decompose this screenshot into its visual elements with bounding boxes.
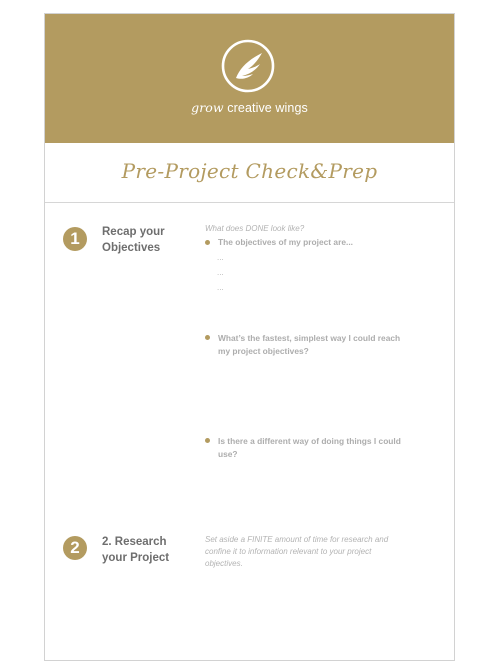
question-2 bbox=[218, 332, 400, 357]
worksheet-page bbox=[44, 13, 455, 661]
section-1-heading-line2: Objectives bbox=[102, 242, 161, 254]
bullet-icon bbox=[205, 438, 210, 443]
section-2-hint bbox=[205, 534, 388, 570]
section-1-heading-line1: Recap your bbox=[102, 226, 165, 238]
answer-placeholder-list bbox=[217, 250, 224, 295]
bullet-icon bbox=[205, 240, 210, 245]
section-2-heading-line2: your Project bbox=[102, 552, 170, 564]
section-2-hint-line1: Set aside a FINITE amount of time for research and bbox=[205, 535, 389, 544]
section-2-hint-line2: confine it to information relevant to your project bbox=[205, 547, 372, 556]
question-3-line1: Is there a different way of doing things I could bbox=[218, 436, 401, 446]
section-number-badge-1: 1 bbox=[63, 227, 87, 251]
tagline bbox=[45, 100, 454, 115]
section-1-hint: What does DONE look like? bbox=[205, 224, 305, 233]
section-2-heading bbox=[102, 534, 169, 566]
answer-placeholder: ... bbox=[217, 283, 224, 292]
wing-logo-icon bbox=[220, 38, 276, 94]
section-2-heading-line1: 2. Research bbox=[102, 536, 167, 548]
bullet-icon bbox=[205, 335, 210, 340]
section-number-badge-2: 2 bbox=[63, 536, 87, 560]
question-2-line2: my project objectives? bbox=[218, 345, 309, 356]
tagline-first-word: grow bbox=[191, 100, 224, 115]
tagline-rest: creative wings bbox=[223, 101, 308, 115]
answer-placeholder: ... bbox=[217, 268, 224, 277]
question-2-line1: What’s the fastest, simplest way I could reach bbox=[218, 333, 401, 343]
question-3 bbox=[218, 435, 401, 460]
question-3-line2: use? bbox=[218, 448, 238, 459]
title-area bbox=[45, 143, 454, 203]
answer-placeholder: ... bbox=[217, 253, 224, 262]
question-1 bbox=[218, 236, 353, 249]
header-banner bbox=[45, 14, 454, 143]
question-1-line1: The objectives of my project are... bbox=[218, 237, 353, 247]
section-2-hint-line3: objectives. bbox=[205, 559, 243, 568]
page-title: Pre-Project Check&Prep bbox=[121, 159, 378, 183]
section-1-heading bbox=[102, 224, 165, 256]
